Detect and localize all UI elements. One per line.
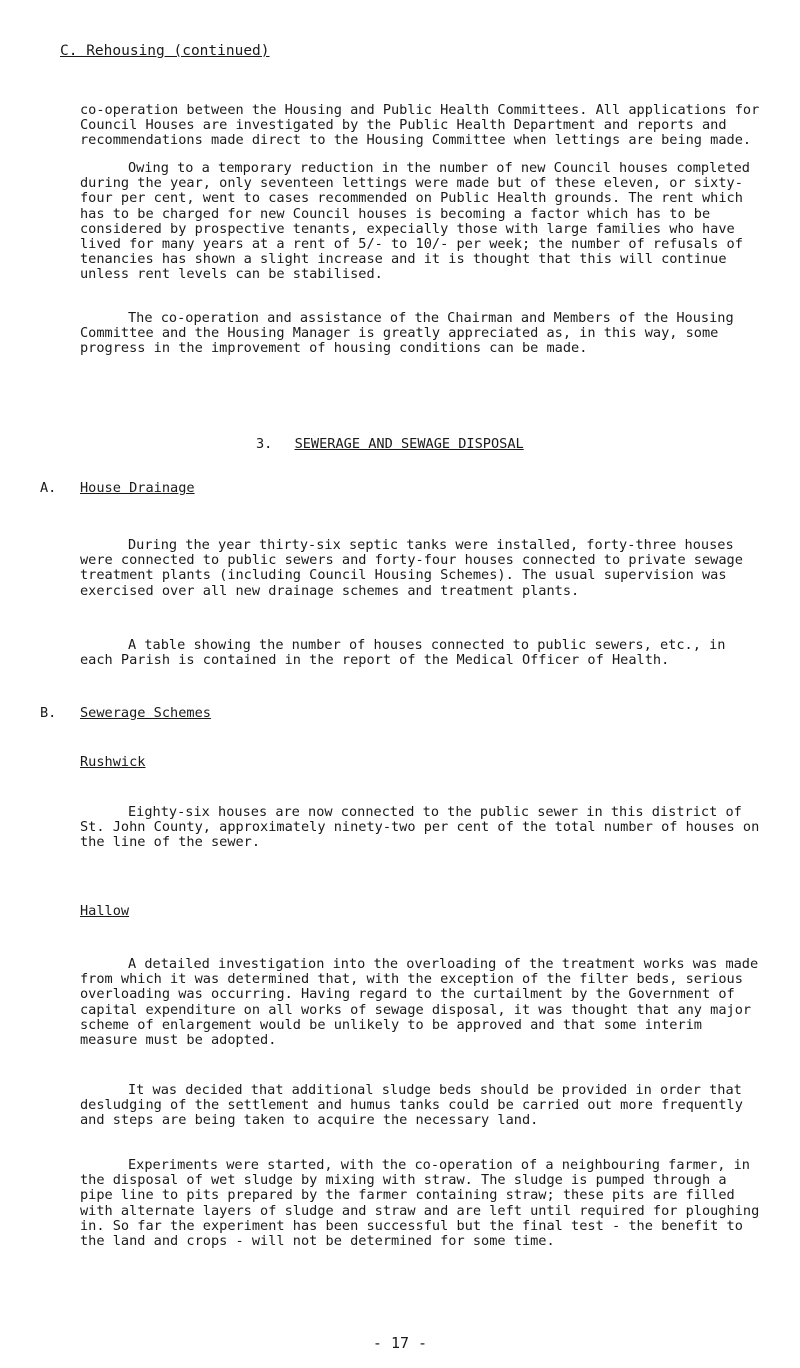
paragraph: A detailed investigation into the overloading of the treatment works was made from which it was determined that, with the exception of the filter beds, serious overloading was occurring. Having regard to the curtailment by the Government of capital expenditure on all works of sewage disposal, it was thought that any major scheme of enlargement would be unlikely to be approved and that some interim measure must be adopted. — [80, 956, 759, 1049]
subheading-rushwick: Rushwick — [80, 754, 146, 770]
section-marker-a: A. — [40, 480, 57, 496]
paragraph: Eighty-six houses are now connected to the public sewer in this district of St. John County, approximately ninety-two per cent of the total number of houses on the line of the sewer. — [80, 804, 760, 851]
paragraph: co-operation between the Housing and Public Health Committees. All applications for Council Houses are investigated by the Public Health Department and reports and recommendations made direct to the Housing Committee when lettings are being made. — [80, 102, 760, 149]
section-marker-b: B. — [40, 705, 57, 721]
page-number: - 17 - — [372, 1334, 428, 1352]
section-heading-rehousing: C. Rehousing (continued) — [60, 43, 270, 59]
paragraph: Owing to a temporary reduction in the number of new Council houses completed during the year, only seventeen lettings were made but of these eleven, or sixty-four per cent, went to cases recommended on Public Health grounds. The rent which has to be charged for new Council houses is becoming a factor which has to be considered by prospective tenants, expecially those with large families who have lived for many years at a rent of 5/- to 10/- per week; the number of refusals of tenancies has shown a slight increase and it is thought that this will continue unless rent levels can be stabilised. — [80, 160, 750, 283]
subheading-sewerage-schemes: Sewerage Schemes — [80, 705, 211, 721]
section-title: SEWERAGE AND SEWAGE DISPOSAL — [294, 436, 524, 452]
subheading-house-drainage: House Drainage — [80, 480, 195, 496]
subheading-hallow: Hallow — [80, 903, 130, 919]
paragraph: Experiments were started, with the co-operation of a neighbouring farmer, in the disposal of wet sludge by mixing with straw. The sludge is pumped through a pipe line to pits prepared by the farmer containing straw; these pits are filled with alternate layers of sludge and straw and are left until required for ploughing in. So far the experiment has been successful but the final test - the benefit to the land and crops - will not be determined for some time. — [80, 1157, 760, 1250]
section-3-title — [256, 437, 524, 452]
paragraph: During the year thirty-six septic tanks were installed, forty-three houses were connected to public sewers and forty-four houses connected to private sewage treatment plants (including Council Housing Schemes). The usual supervision was exercised over all new drainage schemes and treatment plants. — [80, 537, 743, 599]
section-number: 3. — [256, 436, 273, 452]
paragraph: A table showing the number of houses connected to public sewers, etc., in each Parish is contained in the report of the Medical Officer of Health. — [80, 637, 726, 669]
paragraph: It was decided that additional sludge beds should be provided in order that desludging of the settlement and humus tanks could be carried out more frequently and steps are being taken to acquire the necessary land. — [80, 1082, 743, 1129]
paragraph: The co-operation and assistance of the Chairman and Members of the Housing Committee and the Housing Manager is greatly appreciated as, in this way, some progress in the improvement of housing conditions can be made. — [80, 310, 734, 357]
